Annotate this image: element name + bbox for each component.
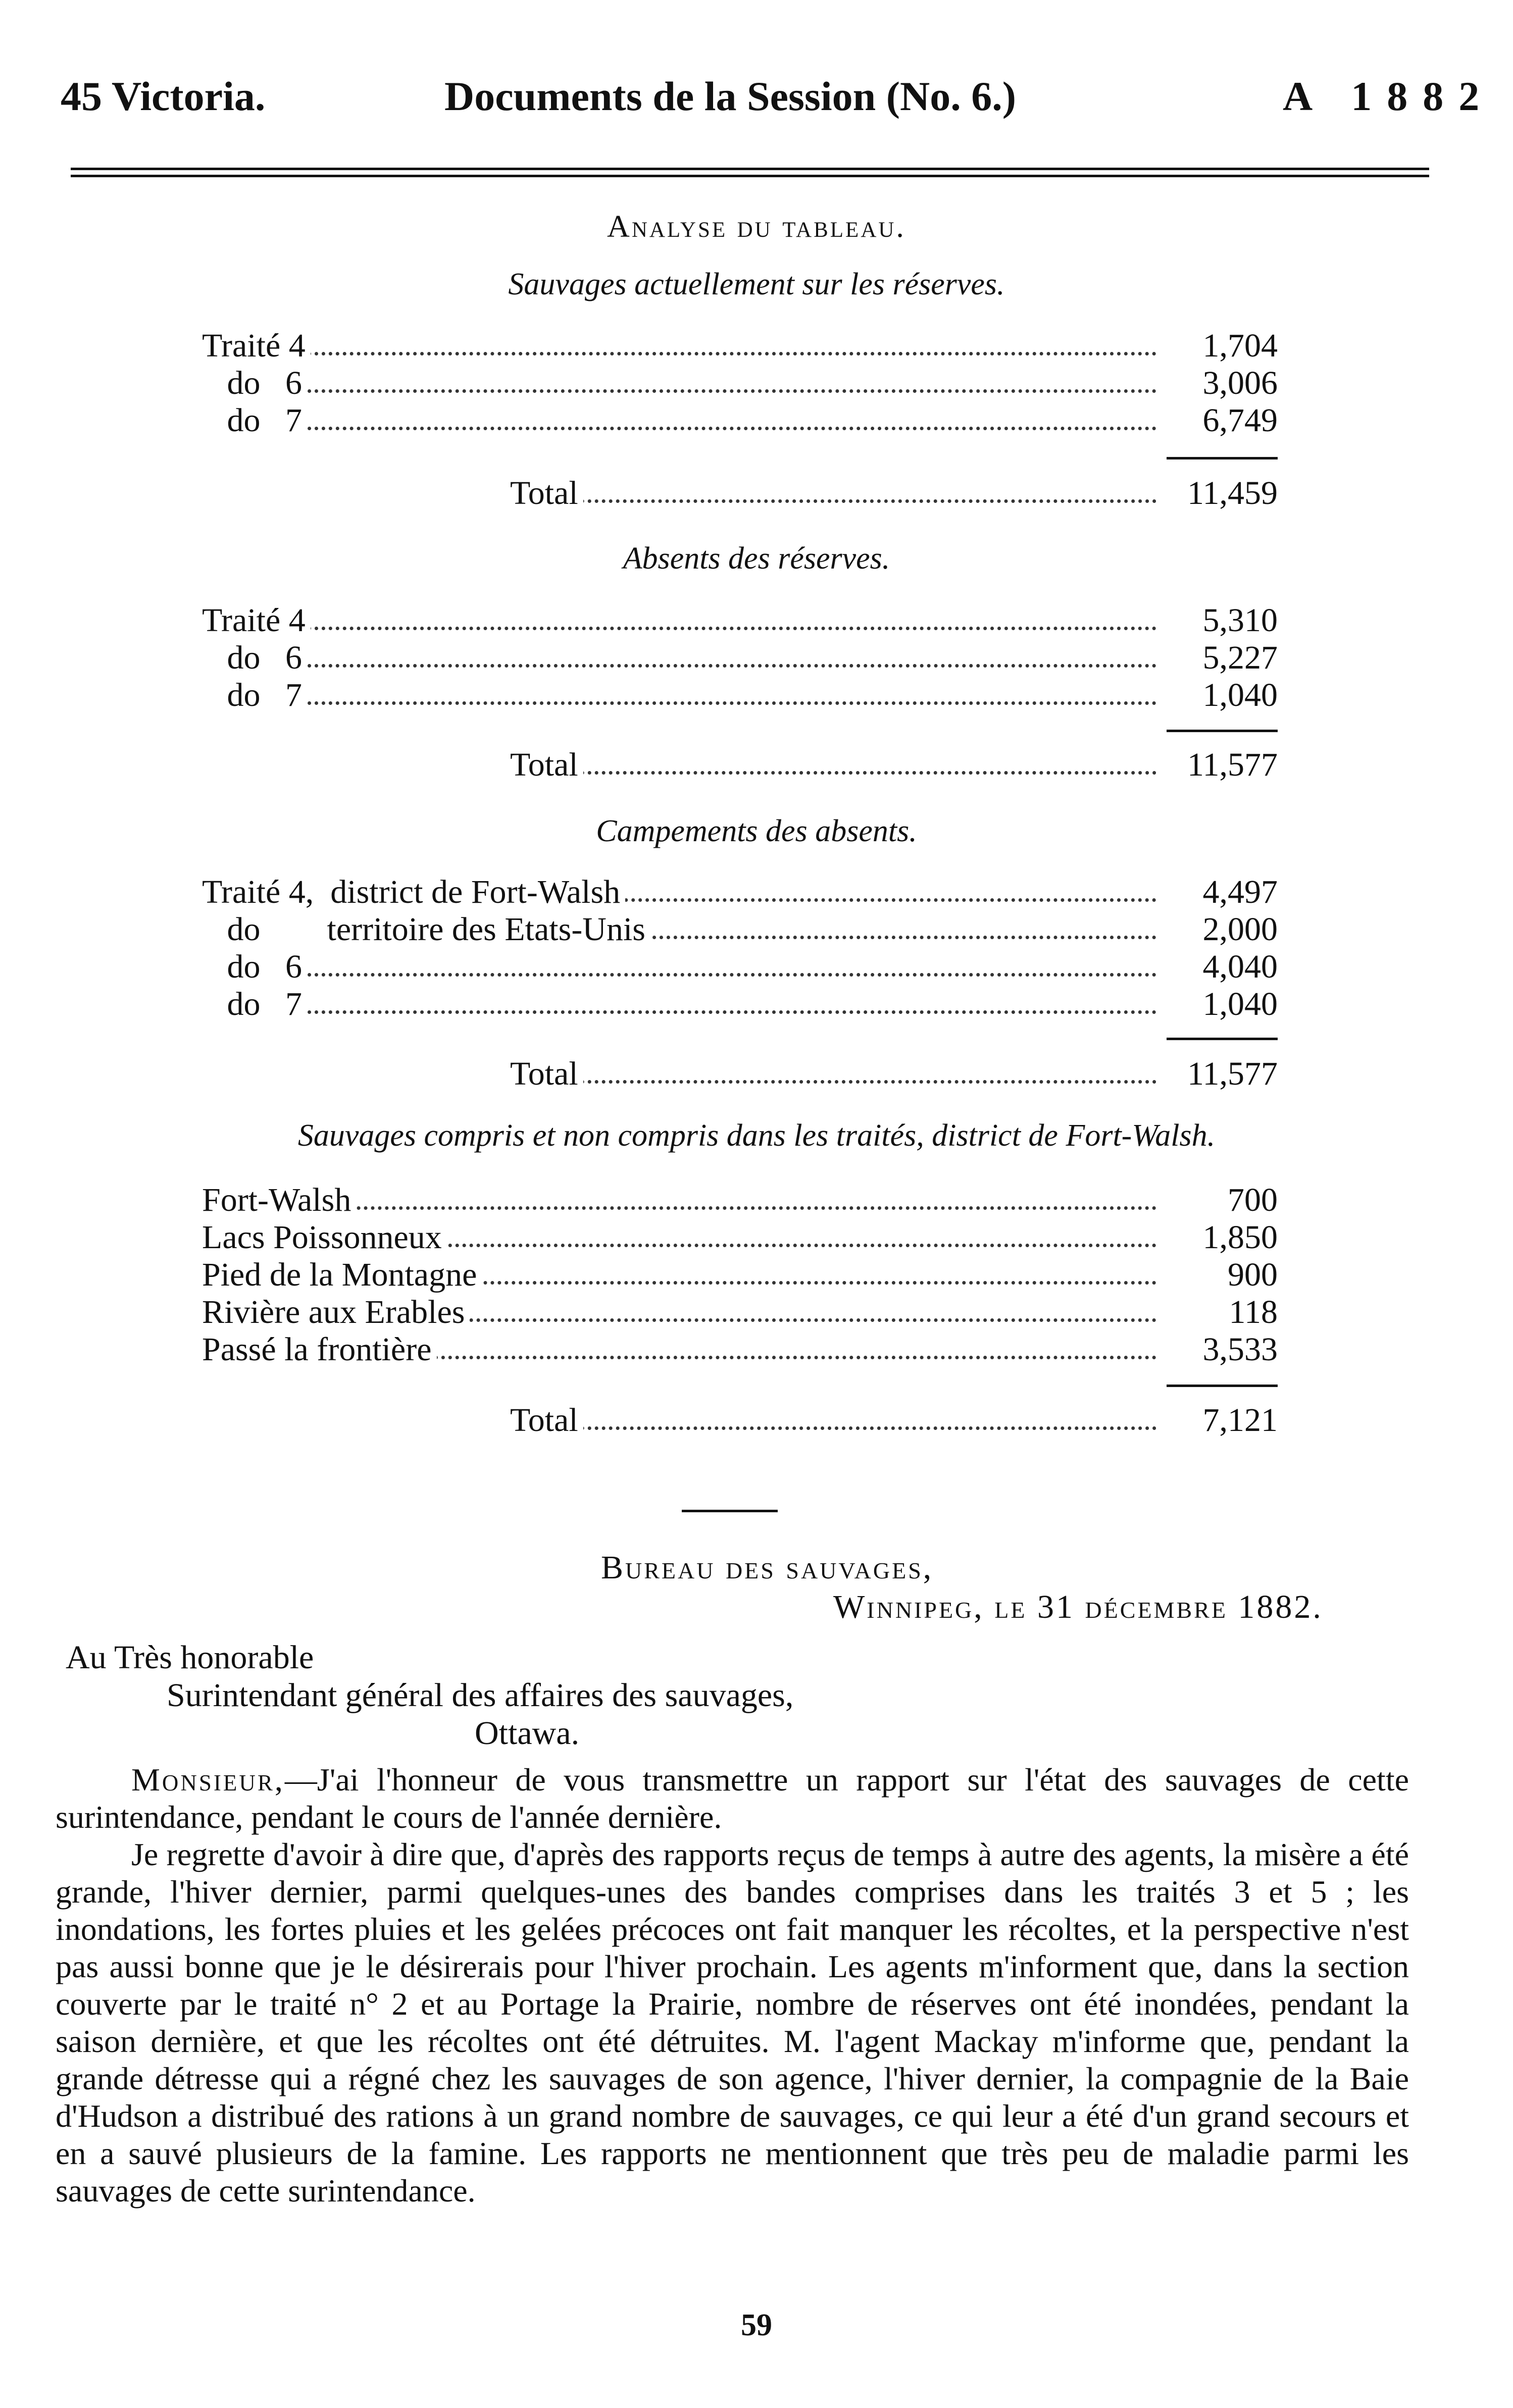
table-row [202,1294,1278,1331]
row-value: 4,497 [1162,874,1278,911]
leader-dots [202,1010,1156,1014]
sum-rule [1167,1038,1278,1040]
table-row [202,639,1278,677]
leader-dots [202,701,1156,705]
place-date-text: Winnipeg, le 31 décembre 1882. [833,1589,1323,1625]
total-label: Total [510,1055,583,1093]
running-head-left: 45 Victoria. [61,73,266,119]
table-row [202,1331,1278,1368]
total-row [510,1055,1278,1093]
table-row [202,1182,1278,1219]
row-value: 4,040 [1162,948,1278,986]
sum-rule [1167,1385,1278,1387]
section-heading-on-reserves: Sauvages actuellement sur les réserves. [508,267,1005,301]
total-value: 11,577 [1162,1055,1278,1093]
section-divider [682,1510,778,1512]
addressee-line-1: Au Très honorable [66,1639,314,1676]
row-label: Lacs Poissonneux [202,1219,447,1256]
row-label: Fort-Walsh [202,1182,356,1219]
row-value: 1,704 [1162,327,1278,365]
table-row [202,874,1278,911]
row-label: do 6 [202,365,307,402]
addressee-line-3: Ottawa. [475,1715,580,1752]
row-value: 5,310 [1162,602,1278,639]
row-value: 1,850 [1162,1219,1278,1256]
row-label: do 6 [202,948,307,986]
table-row [202,1219,1278,1256]
letter-office: Bureau des sauvages, [601,1549,934,1586]
table-row [202,986,1278,1023]
table-row [202,402,1278,439]
section-heading-camps: Campements des absents. [596,814,917,848]
running-head-center: Documents de la Session (No. 6.) [444,73,1017,119]
table-row [202,911,1278,948]
table-row [202,948,1278,986]
total-row [510,1402,1278,1439]
row-value: 5,227 [1162,639,1278,677]
total-value: 11,459 [1162,475,1278,512]
addressee-line-2: Surintendant général des affaires des sauvages, [167,1677,794,1714]
header-rule-bottom [71,175,1429,177]
letter-place-date [833,1591,1323,1624]
sum-rule [1167,457,1278,459]
table-row [202,602,1278,639]
leader-dots [510,771,1156,775]
letter-paragraph-2: Je regrette d'avoir à dire que, d'après des rapports reçus de temps à autre des agents, la misère a été grande, l'hiver dernier, parmi quelques-unes des bandes comprises dans les traités 3 et 5 ; les inondations, les fortes pluies et les gelées précoces ont fait manquer les récoltes, et la perspective n'est pas aussi bonne que je le désirerais pour l'hiver prochain. Les agents m'informent que, dans la section couverte par le traité n° 2 et au Portage la Prairie, nombre de réserves ont été inondées, pendant la saison dernière, et que les récoltes ont été détruites. M. l'agent Mackay m'informe que, pendant la grande détresse qui a régné chez les sauvages de son agence, l'hiver dernier, la compagnie de la Baie d'Hudson a distribué des rations à un grand nombre de sauvages, ce qui leur a été d'un grand secours et en a sauvé plusieurs de la famine. Les rapports ne mentionnent que très peu de maladie parmi les sauvages de cette surintendance. [56,1836,1409,2209]
row-value: 6,749 [1162,402,1278,439]
row-value: 3,533 [1162,1331,1278,1368]
header-rule-top [71,168,1429,170]
total-row [510,475,1278,512]
leader-dots [510,1080,1156,1084]
row-label: do 7 [202,986,307,1023]
paragraph-1-text: —J'ai l'honneur de vous transmettre un rapport sur l'état des sauvages de cette surintendance, pendant le cours de l'année dernière. [56,1762,1409,1835]
total-label: Total [510,475,583,512]
row-label: do 6 [202,639,307,677]
salutation: Monsieur, [131,1762,285,1798]
row-label: Traité 4, district de Fort-Walsh [202,874,625,911]
table-row [202,1256,1278,1294]
analysis-title: Analyse du tableau. [607,210,906,244]
leader-dots [510,499,1156,503]
running-head-right: A 1882 [1283,73,1495,119]
row-label: do 7 [202,402,307,439]
total-value: 7,121 [1162,1402,1278,1439]
table-row [202,677,1278,714]
leader-dots [202,389,1156,393]
table-row [202,365,1278,402]
total-row [510,746,1278,784]
row-label: Traité 4 [202,602,311,639]
total-label: Total [510,746,583,784]
leader-dots [202,627,1156,630]
page-number: 59 [741,2308,772,2342]
row-value: 2,000 [1162,911,1278,948]
total-label: Total [510,1402,583,1439]
total-value: 11,577 [1162,746,1278,784]
leader-dots [202,352,1156,355]
section-heading-absent: Absents des réserves. [623,541,890,576]
sum-rule [1167,730,1278,732]
table-row [202,327,1278,365]
row-label: do territoire des Etats-Unis [202,911,650,948]
row-label: Rivière aux Erables [202,1294,470,1331]
letter-paragraph-1 [56,1761,1409,1836]
row-value: 3,006 [1162,365,1278,402]
row-label: do 7 [202,677,307,714]
row-label: Passé la frontière [202,1331,437,1368]
leader-dots [202,427,1156,430]
section-heading-fort-walsh: Sauvages compris et non compris dans les traités, district de Fort-Walsh. [297,1118,1216,1153]
row-value: 118 [1162,1294,1278,1331]
row-value: 1,040 [1162,986,1278,1023]
row-value: 700 [1162,1182,1278,1219]
leader-dots [202,664,1156,668]
leader-dots [510,1426,1156,1430]
row-value: 900 [1162,1256,1278,1294]
row-label: Traité 4 [202,327,311,365]
row-value: 1,040 [1162,677,1278,714]
leader-dots [202,973,1156,977]
row-label: Pied de la Montagne [202,1256,482,1294]
